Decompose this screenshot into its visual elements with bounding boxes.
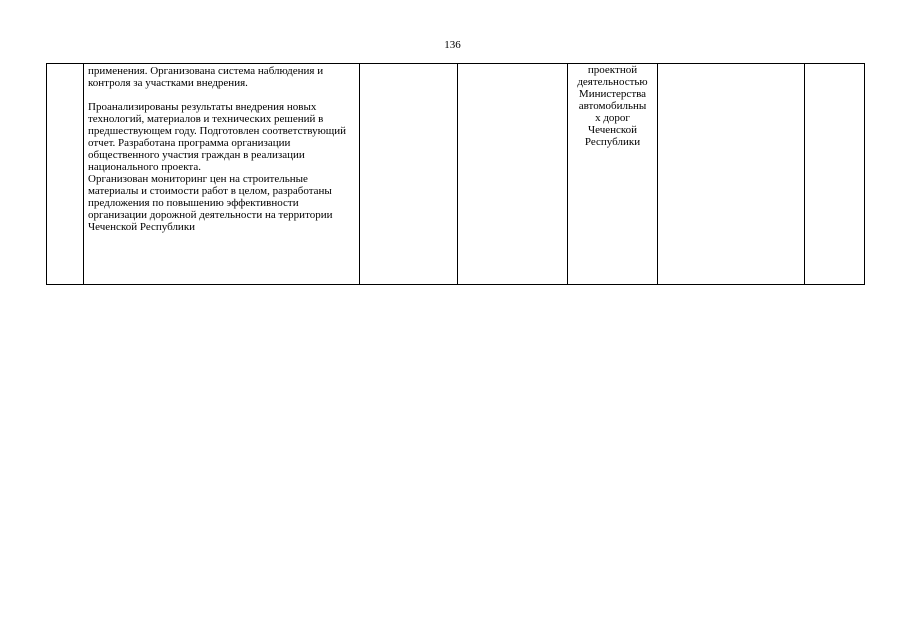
document-table	[46, 63, 865, 285]
empty-cell	[458, 64, 568, 285]
number-cell	[47, 64, 84, 285]
description-paragraph: применения. Организована система наблюдения и контроля за участками внедрения.	[88, 65, 324, 89]
description-paragraph: Проанализированы результаты внедрения новых технологий, материалов и технических решений в предшествующем году. Подготовлен соответствующий отчет. Разработана программа организации общественного участия граждан в реализации национального проекта.	[88, 101, 347, 173]
responsible-line: проектной	[587, 64, 638, 76]
responsible-cell	[568, 64, 658, 285]
responsible-line: деятельностью	[577, 76, 648, 88]
description-cell	[84, 64, 360, 285]
empty-cell	[360, 64, 458, 285]
page-number: 136	[444, 39, 461, 51]
empty-cell	[805, 64, 865, 285]
responsible-line: х дорог	[595, 112, 630, 124]
responsible-line: Министерства	[578, 88, 647, 100]
responsible-line: Республики	[584, 136, 641, 148]
empty-cell	[658, 64, 805, 285]
table-row	[47, 64, 865, 285]
responsible-line: автомобильны	[578, 100, 647, 112]
description-paragraph: Организован мониторинг цен на строительные материалы и стоимости работ в целом, разработаны предложения по повышению эффективности организации дорожной деятельности на территории Чеченской Республики	[88, 173, 333, 233]
responsible-line: Чеченской	[587, 124, 638, 136]
